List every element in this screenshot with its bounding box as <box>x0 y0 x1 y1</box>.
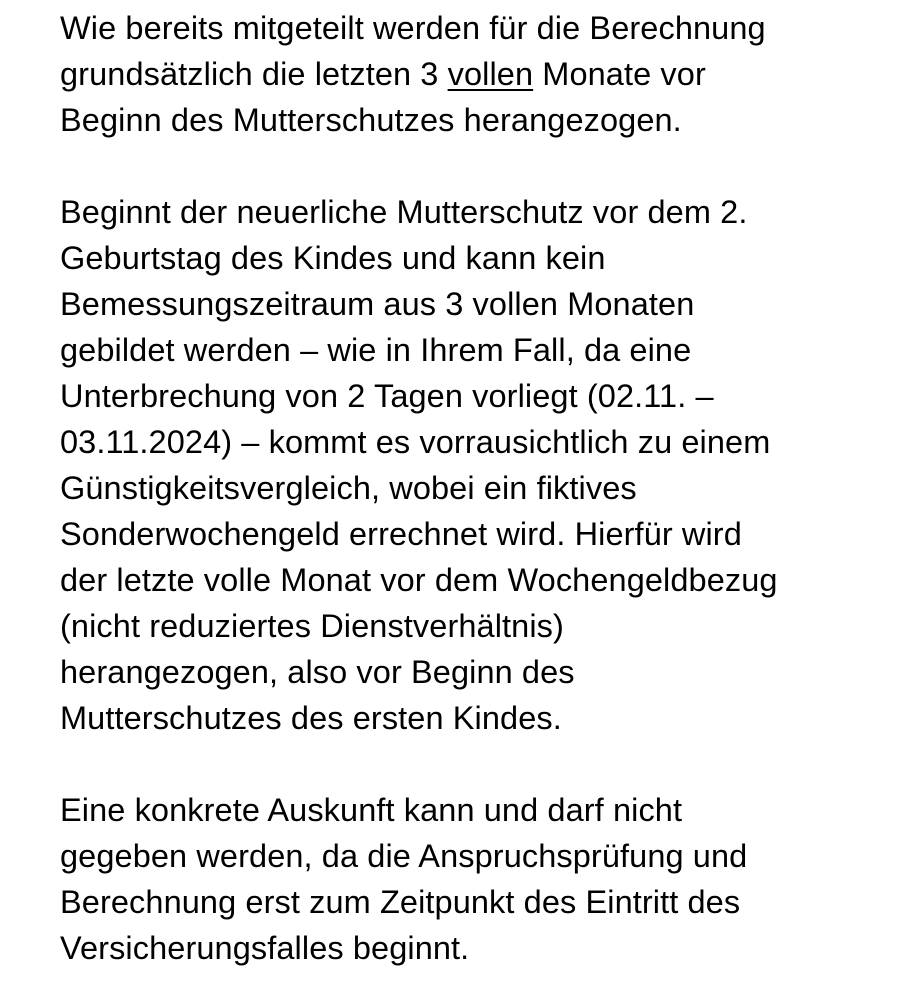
text-line: Geburtstag des Kindes und kann kein <box>60 240 606 276</box>
text-line: Sonderwochengeld errechnet wird. Hierfür wird <box>60 516 742 552</box>
text-segment: Monate vor <box>533 56 706 92</box>
text-line: gebildet werden – wie in Ihrem Fall, da eine <box>60 332 692 368</box>
paragraph-spacer <box>60 143 910 189</box>
text-line: Bemessungszeitraum aus 3 vollen Monaten <box>60 286 695 322</box>
emphasized-word-vollen: vollen <box>447 56 534 92</box>
text-line <box>60 51 910 97</box>
message-body <box>60 0 910 971</box>
text-line: Unterbrechung von 2 Tagen vorliegt (02.11. – <box>60 378 714 414</box>
text-line: Berechnung erst zum Zeitpunkt des Eintritt des <box>60 884 741 920</box>
text-line: Mutterschutzes des ersten Kindes. <box>60 700 562 736</box>
text-line: Beginn des Mutterschutzes herangezogen. <box>60 102 682 138</box>
paragraph-spacer <box>60 741 910 787</box>
text-line: Beginnt der neuerliche Mutterschutz vor dem 2. <box>60 194 748 230</box>
text-line: Eine konkrete Auskunft kann und darf nicht <box>60 792 683 828</box>
paragraph-no-binding-information <box>60 787 910 971</box>
text-line: Versicherungsfalles beginnt. <box>60 930 470 966</box>
text-line: der letzte volle Monat vor dem Wochengeldbezug <box>60 562 778 598</box>
text-line: 03.11.2024) – kommt es vorrausichtlich zu einem <box>60 424 771 460</box>
paragraph-comparison-explanation <box>60 189 910 741</box>
text-line: herangezogen, also vor Beginn des <box>60 654 575 690</box>
paragraph-calculation-basis <box>60 5 910 143</box>
text-line: gegeben werden, da die Anspruchsprüfung und <box>60 838 748 874</box>
text-segment: grundsätzlich die letzten 3 <box>60 56 448 92</box>
text-line: Wie bereits mitgeteilt werden für die Berechnung <box>60 10 766 46</box>
text-line: (nicht reduziertes Dienstverhältnis) <box>60 608 564 644</box>
text-line: Günstigkeitsvergleich, wobei ein fiktives <box>60 470 637 506</box>
